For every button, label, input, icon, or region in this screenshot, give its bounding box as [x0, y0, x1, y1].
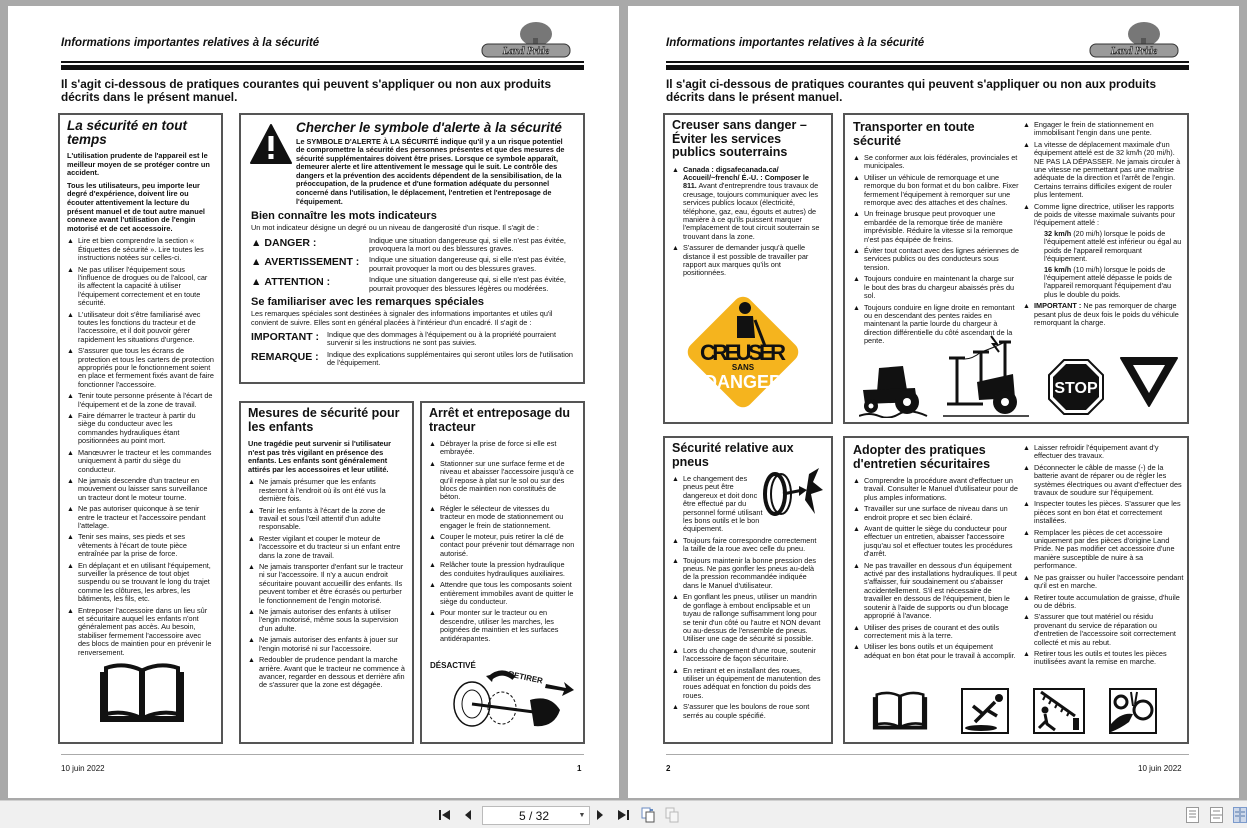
safety-always-title: La sécurité en tout temps	[67, 118, 188, 147]
children-list	[248, 478, 405, 689]
warning-triangle-icon: ▲	[1023, 614, 1030, 622]
page-1	[8, 6, 619, 798]
tire-explosion-hazard-icon	[759, 464, 825, 520]
slip-fall-hazard-icon	[961, 688, 1009, 734]
warning-triangle-icon: ▲	[1023, 303, 1030, 311]
warning-triangle-icon: ▲	[1023, 594, 1030, 602]
list-item: ▲ Toujours conduire en ligne droite en remontant ou en descendant des pentes raides en maintenant la partie lourde du chargeur à direction différentielle du côté ascendant de la pente.	[853, 302, 1015, 346]
warning-triangle-icon: ▲	[67, 413, 74, 421]
warning-triangle-icon: ▲	[67, 607, 74, 615]
list-item: ▲ L'utilisateur doit s'être familiarisé avec toutes les fonctions du tracteur et de l'accessoire, et il doit pouvoir gérer rapidement les situations d'urgence.	[67, 309, 201, 344]
list-item: ▲ Tenir ses mains, ses pieds et ses vêtements à l'écart de toute pièce entraînée par la prise de force.	[67, 532, 187, 559]
header-rule	[61, 61, 584, 63]
list-item: ▲ Débrayer la prise de force si elle est embrayée.	[429, 439, 557, 457]
intro-text: Il s'agit ci-dessous de pratiques courantes qui peuvent s'appliquer ou non aux produits décrits dans le présent manuel.	[666, 77, 1157, 104]
list-item: ▲ Utiliser les bons outils et un équipement adéquat en bon état pour le travail à accomplir.	[853, 642, 1016, 660]
list-item: ▲ Ne pas autoriser quiconque à se tenir entre le tracteur et l'accessoire pendant l'attelage.	[67, 504, 206, 530]
warning-triangle-icon: ▲	[1023, 650, 1030, 658]
header-rule-thick	[61, 65, 584, 70]
warning-triangle-icon: ▲	[672, 537, 679, 545]
list-item: ▲ En déplaçant et en utilisant l'équipement, surveiller la présence de tout objet suspendu ou se trouvant le long du trajet comme les clôtures, les arbres, les bâtiments, les fils, etc.	[67, 560, 211, 604]
previous-page-button[interactable]	[462, 808, 474, 822]
list-item: ▲ Comprendre la procédure avant d'effectuer un travail. Consulter le Manuel d'utilisateur pour de plus amples informations.	[853, 476, 1018, 502]
warning-triangle-icon: ▲	[248, 535, 255, 543]
list-item: ▲ Pour monter sur le tracteur ou en descendre, utiliser les marches, les poignées de maintien et les surfaces antidérapantes.	[429, 608, 559, 643]
warning-triangle-icon: ▲	[1023, 529, 1030, 537]
transport-title: Transporter en toute sécurité	[853, 120, 975, 148]
warning-triangle-icon: ▲	[429, 460, 436, 468]
intro-text: Il s'agit ci-dessous de pratiques courantes qui peuvent s'appliquer ou non aux produits décrits dans le présent manuel.	[61, 77, 552, 104]
warning-triangle-icon: ▲	[853, 248, 860, 256]
signal-word-danger: ▲ DANGER : Indique une situation dangereuse qui, si elle n'est pas évitée, provoquera la mort ou des blessures graves.	[251, 235, 566, 254]
list-item: ▲ Régler le sélecteur de vitesses du tracteur en mode de stationnement ou engager le frein de stationnement.	[429, 503, 564, 530]
list-item: ▲ Avant de quitter le siège du conducteur pour effectuer un entretien, abaisser l'accessoire jusqu'au sol et effectuer toutes les procédures d'arrêt.	[853, 524, 1013, 559]
transport-list-right	[1023, 121, 1183, 327]
alert-symbol-title: Chercher le symbole d'alerte à la sécurité	[296, 120, 562, 135]
list-item: ▲ S'assurer de demander jusqu'à quelle distance il est possible de travailler par rapport aux marques qu'ils ont positionnées.	[672, 243, 809, 278]
dig-safe-contact: Canada : digsafecanada.ca/ Accueil/~french/ É.-U. : Composer le 811.	[683, 164, 809, 191]
view-single-page-button[interactable]	[1186, 807, 1199, 823]
svg-text:CREUSER: CREUSER	[700, 340, 786, 365]
warning-triangle-icon: ▲	[429, 582, 436, 590]
list-item: ▲ Utiliser des prises de courant et des outils correctement mis à la terre.	[853, 622, 1000, 640]
list-item: ▲ S'assurer que tous les écrans de protection et tous les carters de protection appropriés pour le fonctionnement soient en place et fermement fixés avant de faire fonctionner l'accessoire.	[67, 346, 214, 389]
maintenance-list-right	[1023, 444, 1185, 667]
warning-triangle-icon: ▲	[67, 266, 74, 274]
go-back-view-button[interactable]	[640, 808, 656, 822]
list-item: ▲ Inspecter toutes les pièces. S'assurer que les pièces sont en bon état et correctement installées.	[1023, 499, 1181, 526]
shutdown-storage-title: Arrêt et entreposage du tracteur	[429, 406, 571, 434]
list-item: ▲ Stationner sur une surface ferme et de niveau et abaisser l'accessoire jusqu'à ce qu'il repose à plat sur le sol ou sur des blocs de maintien non constitués de béton.	[429, 458, 574, 502]
warning-triangle-icon: ▲	[429, 610, 436, 618]
special-notes-heading: Se familiariser avec les remarques spéciales	[251, 296, 484, 309]
footer-rule	[61, 754, 584, 755]
svg-text:STOP: STOP	[1054, 380, 1098, 397]
dig-safe-title: Creuser sans danger – Éviter les services publics souterrains	[672, 118, 807, 159]
first-page-button[interactable]	[438, 808, 452, 822]
warning-triangle-icon: ▲	[248, 564, 255, 572]
list-item: ▲ Travailler sur une surface de niveau dans un endroit propre et sec bien éclairé.	[853, 504, 1008, 522]
view-continuous-button[interactable]	[1210, 807, 1223, 823]
warning-triangle-icon: ▲	[67, 534, 74, 542]
list-item: ▲ Ne pas graisser ou huiler l'accessoire pendant qu'il est en marche.	[1023, 572, 1184, 591]
list-item: ▲ Utiliser un véhicule de remorquage et une remorque du bon format et du bon calibre. Fixer fermement l'équipement à remorquer sur une remorque avec des attaches et des chaînes.	[853, 172, 1019, 208]
warning-triangle-icon: ▲	[1023, 574, 1030, 582]
entanglement-hazard-icon	[1109, 688, 1157, 734]
tire-safety-box	[663, 436, 833, 744]
warning-triangle-icon: ▲	[1023, 122, 1030, 129]
list-item: ▲ Faire démarrer le tracteur à partir du siège du conducteur avec les commandes hydrauliques étant positionnées au point mort.	[67, 411, 196, 446]
warning-triangle-icon: ▲	[672, 476, 679, 483]
list-item: ▲ Ne pas utiliser l'équipement sous l'influence de drogues ou de l'alcool, car ils affectent la capacité à utiliser l'équipement correctement et en toute sécurité.	[67, 264, 208, 308]
warning-triangle-icon: ▲	[853, 155, 860, 162]
svg-text:DANGER: DANGER	[703, 372, 783, 392]
land-pride-logo	[1086, 20, 1182, 62]
tractor-rollover-icon	[859, 362, 929, 418]
maintenance-safety-box	[843, 436, 1189, 744]
read-manual-book-icon	[869, 690, 931, 734]
list-item: ▲ Un freinage brusque peut provoquer une embardée de la remorque tirée de manière imprévisible. Réduire la vitesse si la remorque n'est pas équipée de freins.	[853, 209, 1013, 244]
list-item: ▲ La vitesse de déplacement maximale d'un équipement attelé est de 32 km/h (20 mi/h). NE PAS LA DÉPASSER. Ne jamais circuler à une vitesse ne permettant pas une maîtrise adéquate de la direction et l'arrêt de l'engin. Certains terrains difficiles exigent de rouler plus lentement.	[1023, 139, 1181, 200]
tire-safety-title: Sécurité relative aux pneus	[672, 441, 794, 469]
warning-triangle-icon: ▲	[672, 704, 679, 712]
list-item: ▲ Ne jamais autoriser des enfants à utiliser l'engin motorisé, même sous la supervision d'un adulte.	[248, 607, 399, 633]
last-page-icon	[617, 809, 629, 821]
list-item: ▲ Tenir toute personne présente à l'écart de l'équipement et de la zone de travail.	[67, 391, 213, 409]
warning-triangle-icon: ▲	[672, 245, 679, 253]
safety-always-box	[58, 113, 223, 744]
signal-words-heading: Bien connaître les mots indicateurs	[251, 210, 437, 223]
header-title: Informations importantes relatives à la sécurité	[61, 37, 320, 49]
warning-triangle-icon: ▲	[672, 647, 679, 655]
key-off-label: DÉSACTIVÉ	[430, 661, 476, 670]
list-item: ▲ Retirer tous les outils et toutes les pièces inutilisées avant la remise en marche.	[1023, 648, 1167, 667]
power-line-hazard-icon	[943, 332, 1029, 418]
next-page-button[interactable]	[595, 808, 605, 822]
list-item: ▲ Toujours maintenir la bonne pression des pneus. Ne pas gonfler les pneus au-delà de la pression recommandée indiquée dans le Manuel d'utilisateur.	[672, 555, 817, 590]
signal-word-warning: ▲ AVERTISSEMENT : Indique une situation dangereuse qui, si elle n'est pas évitée, pourrait provoquer la mort ou des blessures graves.	[251, 255, 566, 273]
list-item: ▲ Manœuvrer le tracteur et les commandes uniquement à partir du siège du conducteur.	[67, 447, 212, 474]
transport-safety-box	[843, 113, 1189, 424]
footer-date: 10 juin 2022	[1138, 764, 1182, 773]
warning-triangle-icon: ▲	[248, 479, 255, 487]
warning-triangle-icon: ▲	[429, 441, 436, 448]
svg-text:Land Pride: Land Pride	[502, 46, 550, 57]
maintenance-title: Adopter des pratiques d'entretien sécuritaires	[853, 443, 991, 471]
page-number-select[interactable]	[482, 806, 590, 825]
yield-sign-icon	[1119, 356, 1179, 408]
dig-safe-sign-icon	[677, 286, 809, 418]
list-item: ▲ Toujours conduire en maintenant la charge sur le bout des bras du chargeur abaissés près du sol.	[853, 274, 1015, 301]
warning-triangle-icon: ▲	[1023, 141, 1030, 149]
warning-triangle-icon: ▲	[248, 609, 255, 617]
warning-triangle-icon: ▲	[672, 166, 679, 174]
safety-lead-1: L'utilisation prudente de l'appareil est le meilleur moyen de se protéger contre un accident.	[67, 151, 210, 178]
warning-triangle-icon: ▲	[251, 276, 262, 289]
warning-triangle-icon: ▲	[853, 644, 860, 652]
children-safety-title: Mesures de sécurité pour les enfants	[248, 406, 400, 434]
warning-triangle-icon: ▲	[429, 505, 436, 513]
maintenance-list-left	[853, 477, 1021, 660]
header-rule-thick	[666, 65, 1189, 70]
list-item: ▲ Lire et bien comprendre la section « Étiquettes de sécurité ». Lire toutes les instructions notées sur celles-ci.	[67, 236, 204, 263]
continuous-view-icon	[1211, 808, 1222, 822]
warning-triangle-icon: ▲	[67, 506, 74, 514]
list-item: ▲ Canada : digsafecanada.ca/ Accueil/~french/ É.-U. : Composer le 811. Avant d'entreprendre tous travaux de creusage, toujours communiquer avec les services publics locaux (électricité, téléphone, gaz, eau, égouts et autres) de manière à ce qu'ils puissent marquer l'emplacement de tout circuit souterrain se trouvant dans la zone.	[672, 164, 820, 241]
warning-triangle-icon: ▲	[429, 534, 436, 542]
list-item: ▲ Tenir les enfants à l'écart de la zone de travail et sous l'œil attentif d'un adulte responsable.	[248, 505, 386, 532]
speed-rule-16: 16 km/h (10 mi/h) lorsque le poids de l'équipement attelé dépasse le poids de l'appareil remorquant l'équipement d'au plus le double du poids.	[1044, 264, 1172, 299]
warning-triangle-icon: ▲	[853, 478, 860, 485]
warning-triangle-icon: ▲	[853, 276, 860, 284]
list-item: ▲ Ne jamais descendre d'un tracteur en mouvement ou laisser sans surveillance un tracteur dont le moteur tourne.	[67, 475, 208, 502]
list-item: ▲ Comme ligne directrice, utiliser les rapports de poids de vitesse maximale suivants pour l'équipement attelé : 32 km/h (20 mi/h) lorsque le poids de l'équipement attelé est inférieur ou égal au poids de l'appareil remorquant l'équipement. 16 km/h (10 mi/h) lorsque le poids de l'équipement attelé dépasse le poids de l'appareil remorquant l'équipement d'au plus le double du poids.	[1023, 201, 1182, 299]
key-remove-label: RETIRER	[507, 669, 544, 686]
warning-triangle-icon: ▲	[853, 624, 860, 632]
safety-always-list	[67, 237, 214, 657]
land-pride-logo	[478, 20, 574, 62]
warning-triangle-icon: ▲	[67, 311, 74, 319]
list-item: ▲ Remplacer les pièces de cet accessoire uniquement par des pièces d'origine Land Pride. Ne pas modifier cet accessoire d'une manière susceptible de nuire à sa performance.	[1023, 527, 1175, 571]
viewer-toolbar	[0, 800, 1247, 828]
list-item: ▲ Lors du changement d'une roue, soutenir l'accessoire de façon sécuritaire.	[672, 645, 816, 664]
list-item: ▲ Relâcher toute la pression hydraulique des conduites hydrauliques auxiliaires.	[429, 560, 565, 578]
warning-triangle-icon: ▲	[853, 174, 860, 182]
single-page-view-icon	[1187, 808, 1198, 822]
note-important: IMPORTANT : Indique que des dommages à l'équipement ou à la propriété pourraient survenir si les instructions ne sont pas suivies.	[251, 329, 556, 348]
list-item: ▲ Couper le moteur, puis retirer la clé de contact pour prévenir tout démarrage non autorisé.	[429, 532, 575, 558]
warning-triangle-icon: ▲	[853, 526, 860, 534]
view-two-page-button[interactable]	[1233, 807, 1247, 823]
warning-triangle-icon: ▲	[672, 557, 679, 565]
list-item: ▲ En gonflant les pneus, utiliser un mandrin de gonflage à embout enclipsable et un tuyau de rallonge suffisamment long pour se tenir d'un côté ou l'autre et NON devant ou au-dessus de l'ensemble de pneus. Utiliser une cage de sécurité si possible.	[672, 592, 821, 644]
warning-triangle-icon: ▲	[672, 594, 679, 602]
signal-word-caution: ▲ ATTENTION : Indique une situation dangereuse qui, si elle n'est pas évitée, pourrait provoquer des blessures légères ou modérées.	[251, 275, 566, 293]
list-item: ▲ Ne jamais transporter d'enfant sur le tracteur ni sur l'accessoire. Il n'y a aucun endroit sécuritaire pouvant accueillir des enfants. Ils peuvent tomber et être écrasés ou perturber le fonctionnement de l'engin motorisé.	[248, 562, 404, 605]
list-item: ▲ S'assurer que les boulons de roue sont serrés au couple spécifié.	[672, 702, 810, 720]
speed-rule-32: 32 km/h (20 mi/h) lorsque le poids de l'équipement attelé est inférieur ou égal au poids de l'appareil remorquant l'équipement.	[1044, 228, 1182, 264]
first-page-icon	[439, 809, 451, 821]
warning-triangle-icon: ▲	[67, 562, 74, 570]
warning-triangle-icon: ▲	[67, 238, 74, 246]
footer-page-number: 2	[666, 764, 671, 773]
children-safety-box	[239, 401, 414, 744]
list-item: ▲ Retirer toute accumulation de graisse, d'huile ou de débris.	[1023, 592, 1180, 610]
list-item: ▲ Ne jamais autoriser des enfants à jouer sur l'engin motorisé ni sur l'accessoire.	[248, 635, 399, 653]
children-lead: Une tragédie peut survenir si l'utilisateur n'est pas très vigilant en présence des enfants. Les enfants sont généralement attirés par les accessoires et leur utilité.	[248, 439, 392, 474]
previous-page-icon	[464, 809, 472, 821]
list-item: ▲ Laisser refroidir l'équipement avant d'y effectuer des travaux.	[1023, 443, 1159, 461]
next-view-icon	[665, 807, 679, 823]
warning-triangle-icon: ▲	[251, 236, 262, 249]
warning-triangle-icon: ▲	[853, 506, 860, 514]
footer-date: 10 juin 2022	[61, 764, 105, 773]
header-rule	[666, 61, 1189, 63]
list-item: ▲ Attendre que tous les composants soient entièrement immobiles avant de quitter le siège du conducteur.	[429, 580, 574, 606]
footer-rule	[666, 754, 1189, 755]
list-item: ▲ Redoubler de prudence pendant la marche arrière. Avant que le tracteur ne commence à avancer, regarder en dessous et derrière afin de s'assurer que la zone est dégagée.	[248, 655, 405, 690]
stop-sign-icon	[1047, 358, 1105, 416]
warning-triangle-icon: ▲	[672, 667, 679, 675]
shutdown-list	[429, 440, 576, 643]
list-item: ▲ Rester vigilant et couper le moteur de l'accessoire et du tracteur si un enfant entre dans la zone de travail.	[248, 533, 401, 560]
warning-triangle-icon: ▲	[1023, 464, 1030, 472]
special-notes-intro: Les remarques spéciales sont destinées à signaler des informations importantes et utiles qu'il convient de suivre. Elles sont en général placées à l'intérieur d'un encadré. Il s'agit de :	[251, 309, 553, 327]
page-number-value: 5 / 32	[518, 808, 550, 823]
read-manual-book-icon	[94, 662, 190, 728]
list-item: ▲ IMPORTANT : Ne pas remorquer de charge pesant plus de deux fois le poids du véhicule remorquant la charge.	[1023, 301, 1179, 327]
warning-triangle-icon: ▲	[67, 449, 74, 457]
warning-triangle-icon: ▲	[1023, 203, 1030, 211]
list-item: ▲ Se conformer aux lois fédérales, provinciales et municipales.	[853, 153, 1018, 171]
ignition-key-icon	[442, 664, 577, 734]
list-item: ▲ Entreposer l'accessoire dans un lieu sûr et sécuritaire auquel les enfants n'ont généralement pas accès. Au besoin, stabiliser fermement l'accessoire avec des blocs de maintien pour en prévenir le renversement.	[67, 605, 212, 657]
list-item: ▲ Toujours faire correspondre correctement la taille de la roue avec celle du pneu.	[672, 535, 817, 554]
page-2	[628, 6, 1239, 798]
header-title: Informations importantes relatives à la sécurité	[666, 37, 925, 49]
list-item: ▲ Le changement des pneus peut être dangereux et doit donc être effectué par du personnel formé utilisant les bons outils et le bon équipement.	[672, 474, 763, 534]
warning-triangle-icon: ▲	[248, 507, 255, 515]
list-item: ▲ Déconnecter le câble de masse (-) de la batterie avant de réparer ou de régler les systèmes électriques ou avant d'effectuer des travaux de soudure sur l'équipement.	[1023, 462, 1182, 498]
svg-text:Land Pride: Land Pride	[1110, 46, 1158, 57]
warning-triangle-icon: ▲	[251, 256, 262, 269]
warning-triangle-icon: ▲	[1023, 445, 1030, 452]
warning-triangle-icon: ▲	[248, 657, 255, 665]
dig-safe-list	[672, 166, 824, 278]
two-page-view-icon	[1234, 808, 1246, 822]
warning-triangle-icon: ▲	[67, 477, 74, 485]
svg-text:SANS: SANS	[731, 363, 755, 372]
shutdown-storage-box	[420, 401, 585, 744]
alert-symbol-body: Le SYMBOLE D'ALERTE À LA SÉCURITÉ indique qu'il y a un risque potentiel de compromettre la sécurité des personnes présentes et que des mesures de sécurité supplémentaires doivent être prises. Lorsque ce symbole apparaît, demeurer alerte et lire attentivement le message qui le suit. Le contrôle des dangers et la prévention des accidents dépendent de la sensibilisation, de la préoccupation, de la prudence et d'une formation adéquate du personnel concerné dans l'utilisation, le déplacement, l'entretien et l'entreposage de l'équipement.	[296, 136, 565, 206]
warning-triangle-icon: ▲	[67, 393, 74, 401]
list-item: ▲ Éviter tout contact avec des lignes aériennes de services publics ou des conducteurs sous tension.	[853, 246, 1019, 272]
list-item: ▲ S'assurer que tout matériel ou résidu provenant du service de réparation ou d'entretien de l'accessoire soit correctement collecté et mis au rebut.	[1023, 612, 1176, 647]
footer-page-number: 1	[577, 764, 582, 773]
signal-words-intro: Un mot indicateur désigne un degré ou un niveau de dangerosité d'un risque. Il s'agit de :	[251, 223, 539, 233]
chevron-down-icon: ▼	[578, 812, 586, 819]
transport-list-left	[853, 154, 1021, 346]
last-page-button[interactable]	[616, 808, 630, 822]
warning-triangle-icon: ▲	[1023, 501, 1030, 509]
list-item: ▲ Ne pas travailler en dessous d'un équipement activé par des installations hydrauliques. Il peut s'affaisser, fuir soudainement ou s'abaisser accidentellement. S'il est nécessaire de travailler en dessous de l'équipement, bien le soutenir à l'aide de supports ou d'un blocage approprié à l'avance.	[853, 560, 1017, 621]
safety-alert-symbol-icon	[249, 123, 293, 165]
warning-triangle-icon: ▲	[853, 211, 860, 219]
crush-hazard-icon	[1033, 688, 1085, 734]
warning-triangle-icon: ▲	[853, 304, 860, 312]
previous-view-icon	[641, 807, 655, 823]
alert-symbol-box	[239, 113, 585, 384]
note-remarque: REMARQUE : Indique des explications supplémentaires qui seront utiles lors de l'utilisation de l'équipement.	[251, 349, 573, 368]
safety-lead-2: Tous les utilisateurs, peu importe leur degré d'expérience, doivent lire ou écouter attentivement la lecture du présent manuel et de tout autre manuel connexe avant l'utilisation de l'engin motorisé et de cet accessoire.	[67, 180, 205, 233]
next-page-icon	[596, 809, 604, 821]
warning-triangle-icon: ▲	[67, 348, 74, 356]
go-forward-view-button[interactable]	[664, 808, 680, 822]
warning-triangle-icon: ▲	[248, 637, 255, 645]
list-item: ▲ Ne jamais présumer que les enfants resteront à l'endroit où ils ont été vus la dernière fois.	[248, 477, 386, 504]
list-item: ▲ En retirant et en installant des roues, utiliser un équipement de manutention des roues adéquat en fonction du poids des roues.	[672, 665, 821, 700]
warning-triangle-icon: ▲	[853, 562, 860, 570]
warning-triangle-icon: ▲	[429, 562, 436, 570]
list-item: ▲ Engager le frein de stationnement en immobilisant l'engin dans une pente.	[1023, 120, 1154, 138]
dig-safe-box	[663, 113, 833, 424]
